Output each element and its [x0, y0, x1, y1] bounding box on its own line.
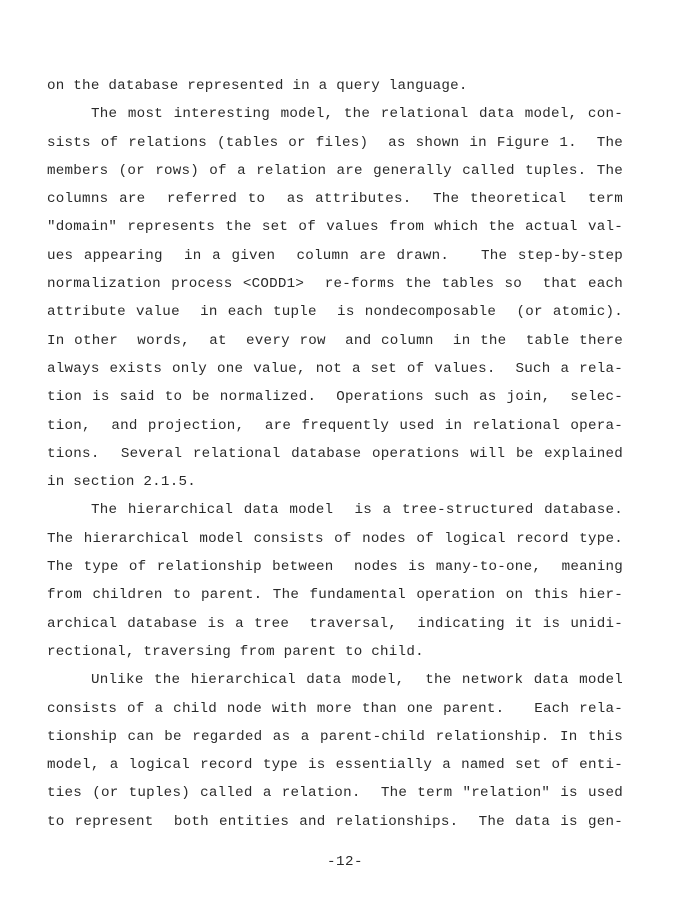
text-line: "domain" represents the set of values from which the actual val- [47, 219, 623, 236]
text-line: Unlike the hierarchical data model, the network data model [91, 672, 623, 689]
text-line: attribute value in each tuple is nondecomposable (or atomic). [47, 304, 623, 321]
text-line: The type of relationship between nodes is many-to-one, meaning [47, 559, 623, 576]
text-line: In other words, at every row and column in the table there [47, 332, 623, 349]
text-line: archical database is a tree traversal, indicating it is unidi- [47, 615, 623, 632]
text-line: always exists only one value, not a set of values. Such a rela- [47, 360, 623, 377]
text-line: tion, and projection, are frequently used in relational opera- [47, 417, 623, 434]
text-line: The hierarchical data model is a tree-structured database. [91, 502, 623, 519]
body-text [47, 72, 623, 836]
text-line: tion is said to be normalized. Operations such as join, selec- [47, 389, 623, 406]
text-line: columns are referred to as attributes. The theoretical term [47, 191, 623, 208]
text-line: ues appearing in a given column are drawn. The step-by-step [47, 247, 623, 264]
text-line: from children to parent. The fundamental operation on this hier- [47, 587, 623, 604]
text-line: tions. Several relational database operations will be explained [47, 445, 623, 462]
text-line: in section 2.1.5. [47, 474, 196, 491]
text-line: ties (or tuples) called a relation. The term "relation" is used [47, 785, 623, 802]
text-line: to represent both entities and relationships. The data is gen- [47, 813, 623, 830]
page-number: -12- [326, 854, 364, 870]
text-line: members (or rows) of a relation are generally called tuples. The [47, 162, 623, 179]
text-line: rectional, traversing from parent to child. [47, 643, 424, 660]
text-line: The hierarchical model consists of nodes of logical record type. [47, 530, 623, 547]
text-line: sists of relations (tables or files) as shown in Figure 1. The [47, 134, 623, 151]
text-line: normalization process <CODD1> re-forms the tables so that each [47, 276, 623, 293]
text-line: model, a logical record type is essentially a named set of enti- [47, 757, 623, 774]
text-line: consists of a child node with more than one parent. Each rela- [47, 700, 623, 717]
text-line: The most interesting model, the relational data model, con- [91, 106, 623, 123]
text-line: on the database represented in a query language. [47, 78, 468, 94]
text-line: tionship can be regarded as a parent-child relationship. In this [47, 728, 623, 745]
